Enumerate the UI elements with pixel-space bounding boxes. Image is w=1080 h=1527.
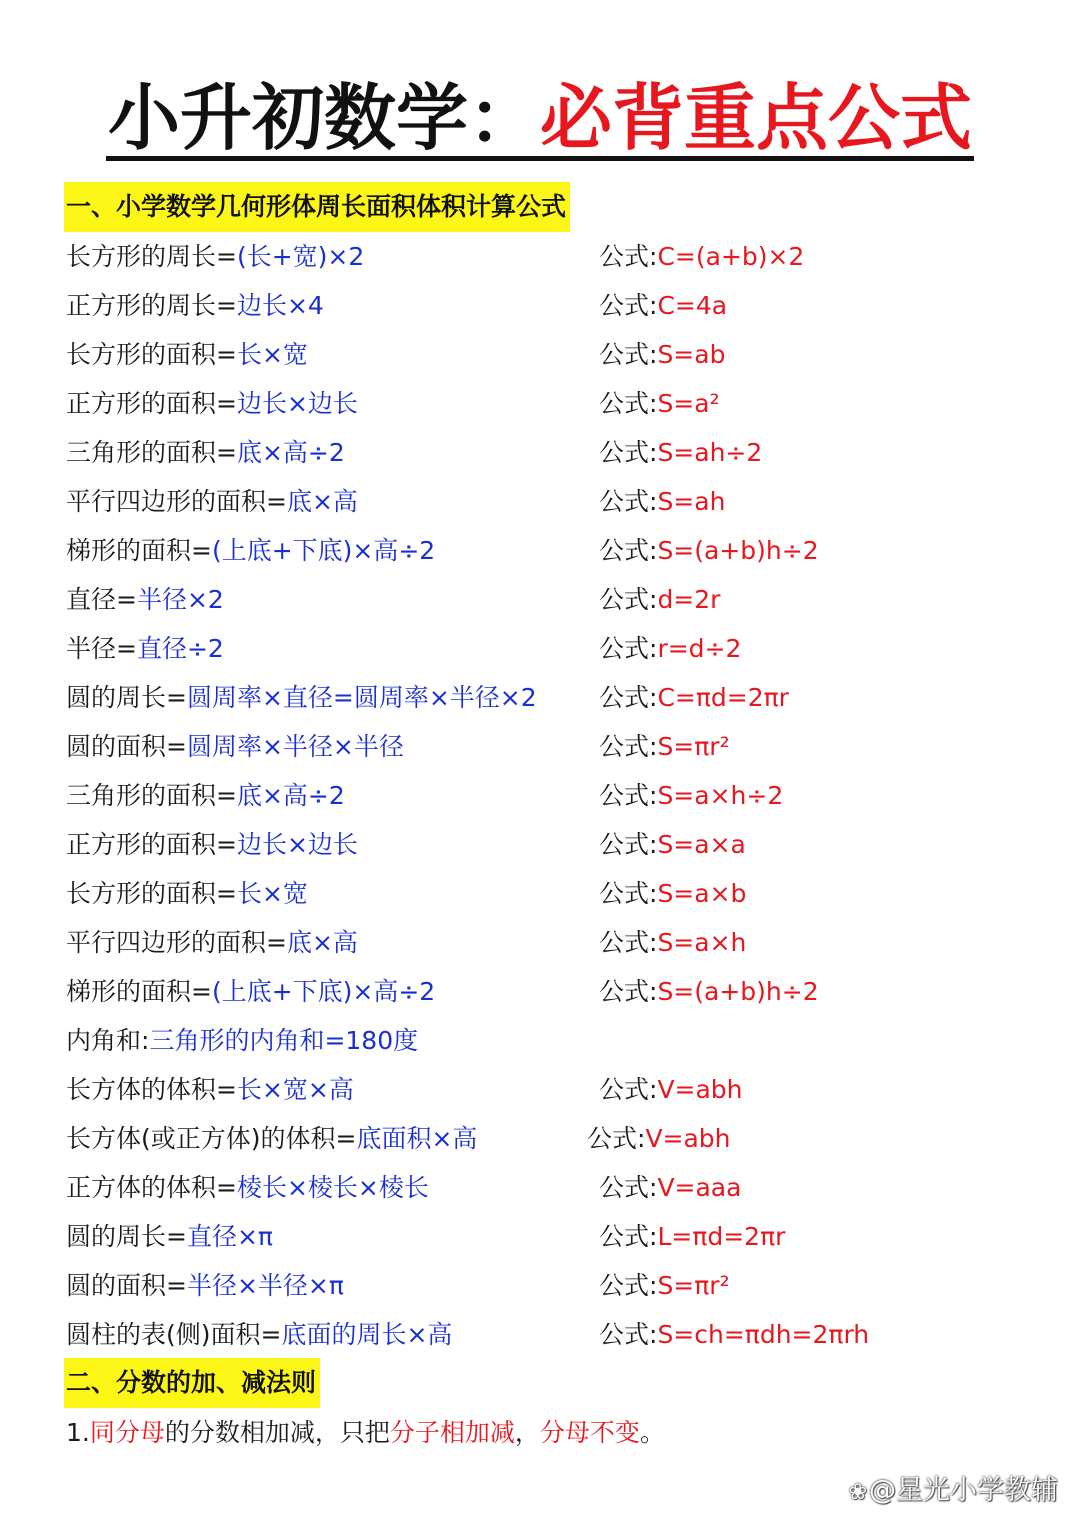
formula-expression: [599, 335, 725, 375]
section2-heading: 二、分数的加、减法则: [64, 1358, 320, 1408]
formula-row-name: 长方体的体积=: [66, 1075, 237, 1104]
formula-row-words: 底面积×高: [356, 1124, 478, 1153]
formula-value: S=ah÷2: [657, 438, 763, 467]
formula-row-words: (上底+下底)×高÷2: [211, 536, 436, 565]
formula-row-name: 三角形的面积=: [66, 438, 237, 467]
formula-label: 公式:: [599, 438, 658, 467]
formula-value: r=d÷2: [657, 634, 742, 663]
formula-row-name: 内角和:: [66, 1026, 150, 1055]
formula-label: 公式:: [599, 634, 658, 663]
paw-icon: ❀: [848, 1480, 867, 1505]
formula-expression: [599, 825, 746, 865]
formula-expression: [599, 1168, 741, 1208]
watermark: [849, 1468, 1058, 1507]
formula-label: 公式:: [599, 781, 658, 810]
formula-label: 公式:: [599, 732, 658, 761]
formula-row-name: 圆的周长=: [66, 1222, 187, 1251]
section1-heading: 一、小学数学几何形体周长面积体积计算公式: [64, 182, 570, 232]
formula-label: 公式:: [599, 977, 658, 1006]
formula-row-words: 底×高: [286, 928, 358, 957]
formula-row-name: 正方形的面积=: [66, 389, 237, 418]
formula-expression: [599, 482, 725, 522]
formula-expression: [599, 923, 746, 963]
formula-row-words: 边长×边长: [236, 830, 358, 859]
rule-red-2: 分子相加减: [389, 1418, 515, 1447]
formula-row: [66, 335, 308, 375]
formula-expression: [599, 384, 720, 424]
formula-row-name: 长方形的面积=: [66, 879, 237, 908]
formula-label: 公式:: [599, 928, 658, 957]
formula-row-words: 底×高÷2: [236, 438, 345, 467]
formula-row-name: 平行四边形的面积=: [66, 487, 287, 516]
formula-value: S=πr²: [657, 732, 730, 761]
formula-row-name: 平行四边形的面积=: [66, 928, 287, 957]
formula-row: [66, 237, 364, 277]
formula-row-name: 长方体(或正方体)的体积=: [66, 1124, 357, 1153]
page-title-underline: [106, 76, 974, 161]
formula-row: [66, 678, 537, 718]
formula-row: [66, 776, 345, 816]
formula-value: S=(a+b)h÷2: [657, 536, 819, 565]
formula-label: 公式:: [599, 683, 658, 712]
formula-row-name: 圆的面积=: [66, 1271, 187, 1300]
formula-row-name: 梯形的面积=: [66, 536, 212, 565]
formula-value: S=(a+b)h÷2: [657, 977, 819, 1006]
formula-row-words: 棱长×棱长×棱长: [236, 1173, 429, 1202]
formula-label: 公式:: [587, 1124, 646, 1153]
formula-expression: [599, 1217, 785, 1257]
formula-row-words: 半径×半径×π: [186, 1271, 344, 1300]
formula-expression: [599, 531, 819, 571]
formula-row: [66, 1070, 354, 1110]
formula-value: S=a²: [657, 389, 720, 418]
formula-label: 公式:: [599, 879, 658, 908]
formula-row-words: 圆周率×半径×半径: [186, 732, 404, 761]
formula-expression: [599, 972, 819, 1012]
formula-row-words: 直径×π: [186, 1222, 273, 1251]
formula-row-words: 长×宽: [236, 879, 308, 908]
formula-row: [66, 1119, 477, 1159]
fraction-rule-1: [66, 1413, 665, 1453]
formula-label: 公式:: [599, 291, 658, 320]
formula-label: 公式:: [599, 536, 658, 565]
formula-value: S=a×a: [657, 830, 746, 859]
formula-expression: [599, 727, 730, 767]
formula-label: 公式:: [599, 1320, 658, 1349]
formula-label: 公式:: [599, 1173, 658, 1202]
formula-value: S=ah: [657, 487, 726, 516]
formula-expression: [587, 1119, 731, 1159]
formula-value: S=ab: [657, 340, 726, 369]
formula-row: [66, 923, 358, 963]
formula-row: [66, 1168, 429, 1208]
formula-row: [66, 482, 358, 522]
formula-label: 公式:: [599, 1075, 658, 1104]
formula-label: 公式:: [599, 242, 658, 271]
formula-label: 公式:: [599, 830, 658, 859]
formula-value: d=2r: [657, 585, 721, 614]
formula-value: C=4a: [657, 291, 728, 320]
formula-row: [66, 384, 358, 424]
formula-row-words: 长×宽: [236, 340, 308, 369]
formula-value: L=πd=2πr: [657, 1222, 786, 1251]
formula-row-name: 直径=: [66, 585, 137, 614]
formula-row-words: 直径÷2: [136, 634, 224, 663]
formula-row: [66, 972, 435, 1012]
rule-red-3: 分母不变: [539, 1418, 640, 1447]
formula-row-words: 半径×2: [136, 585, 224, 614]
formula-row: [66, 531, 435, 571]
formula-row: [66, 629, 224, 669]
formula-label: 公式:: [599, 340, 658, 369]
formula-label: 公式:: [599, 1271, 658, 1300]
formula-row: [66, 433, 345, 473]
formula-expression: [599, 629, 741, 669]
page-title-red: 必背重点公式: [540, 76, 973, 160]
formula-label: 公式:: [599, 389, 658, 418]
formula-value: C=πd=2πr: [657, 683, 789, 712]
formula-row-words: (上底+下底)×高÷2: [211, 977, 436, 1006]
formula-row-words: 底面的周长×高: [281, 1320, 453, 1349]
formula-expression: [599, 678, 789, 718]
formula-row: [66, 580, 224, 620]
formula-row: [66, 874, 308, 914]
formula-row-words: 三角形的内角和=180度: [149, 1026, 419, 1055]
formula-value: S=ch=πdh=2πrh: [657, 1320, 870, 1349]
formula-row-words: 圆周率×直径=圆周率×半径×2: [186, 683, 537, 712]
formula-row-name: 正方形的周长=: [66, 291, 237, 320]
formula-row-words: 底×高÷2: [236, 781, 345, 810]
formula-expression: [599, 237, 804, 277]
formula-expression: [599, 433, 762, 473]
formula-row-name: 圆的面积=: [66, 732, 187, 761]
formula-row-words: 边长×边长: [236, 389, 358, 418]
formula-row-name: 长方形的周长=: [66, 242, 237, 271]
page-title-black: 小升初数学：: [107, 76, 540, 160]
formula-value: S=πr²: [657, 1271, 730, 1300]
formula-row: [66, 1266, 344, 1306]
formula-expression: [599, 580, 720, 620]
formula-row-name: 圆的周长=: [66, 683, 187, 712]
formula-label: 公式:: [599, 487, 658, 516]
formula-row-name: 正方形的面积=: [66, 830, 237, 859]
formula-value: S=a×h÷2: [657, 781, 784, 810]
formula-value: V=abh: [657, 1075, 743, 1104]
formula-value: C=(a+b)×2: [657, 242, 805, 271]
formula-row-name: 正方体的体积=: [66, 1173, 237, 1202]
formula-row-words: (长+宽)×2: [236, 242, 365, 271]
formula-expression: [599, 1070, 743, 1110]
formula-row-name: 半径=: [66, 634, 137, 663]
formula-row: [66, 825, 358, 865]
formula-row: [66, 727, 404, 767]
rule-text-2: ，: [514, 1418, 540, 1447]
formula-row-name: 梯形的面积=: [66, 977, 212, 1006]
formula-row: [66, 1021, 418, 1061]
formula-expression: [599, 1266, 730, 1306]
formula-value: V=aaa: [657, 1173, 742, 1202]
formula-value: V=abh: [645, 1124, 731, 1153]
formula-row-name: 长方形的面积=: [66, 340, 237, 369]
formula-expression: [599, 1315, 869, 1355]
page-title: [0, 76, 1080, 161]
formula-row: [66, 286, 324, 326]
formula-row: [66, 1315, 452, 1355]
rule-text-1: 的分数相加减，只把: [164, 1418, 390, 1447]
formula-row-words: 底×高: [286, 487, 358, 516]
formula-row-words: 长×宽×高: [236, 1075, 354, 1104]
rule-text-3: 。: [639, 1418, 665, 1447]
watermark-text: @星光小学教辅: [869, 1475, 1058, 1506]
formula-expression: [599, 874, 746, 914]
rule-prefix: 1.: [66, 1418, 90, 1447]
rule-red-1: 同分母: [89, 1418, 165, 1447]
formula-value: S=a×b: [657, 879, 747, 908]
formula-label: 公式:: [599, 585, 658, 614]
formula-expression: [599, 286, 727, 326]
formula-label: 公式:: [599, 1222, 658, 1251]
formula-expression: [599, 776, 783, 816]
formula-row-name: 三角形的面积=: [66, 781, 237, 810]
formula-row-words: 边长×4: [236, 291, 324, 320]
formula-value: S=a×h: [657, 928, 747, 957]
formula-row: [66, 1217, 273, 1257]
formula-row-name: 圆柱的表(侧)面积=: [66, 1320, 282, 1349]
